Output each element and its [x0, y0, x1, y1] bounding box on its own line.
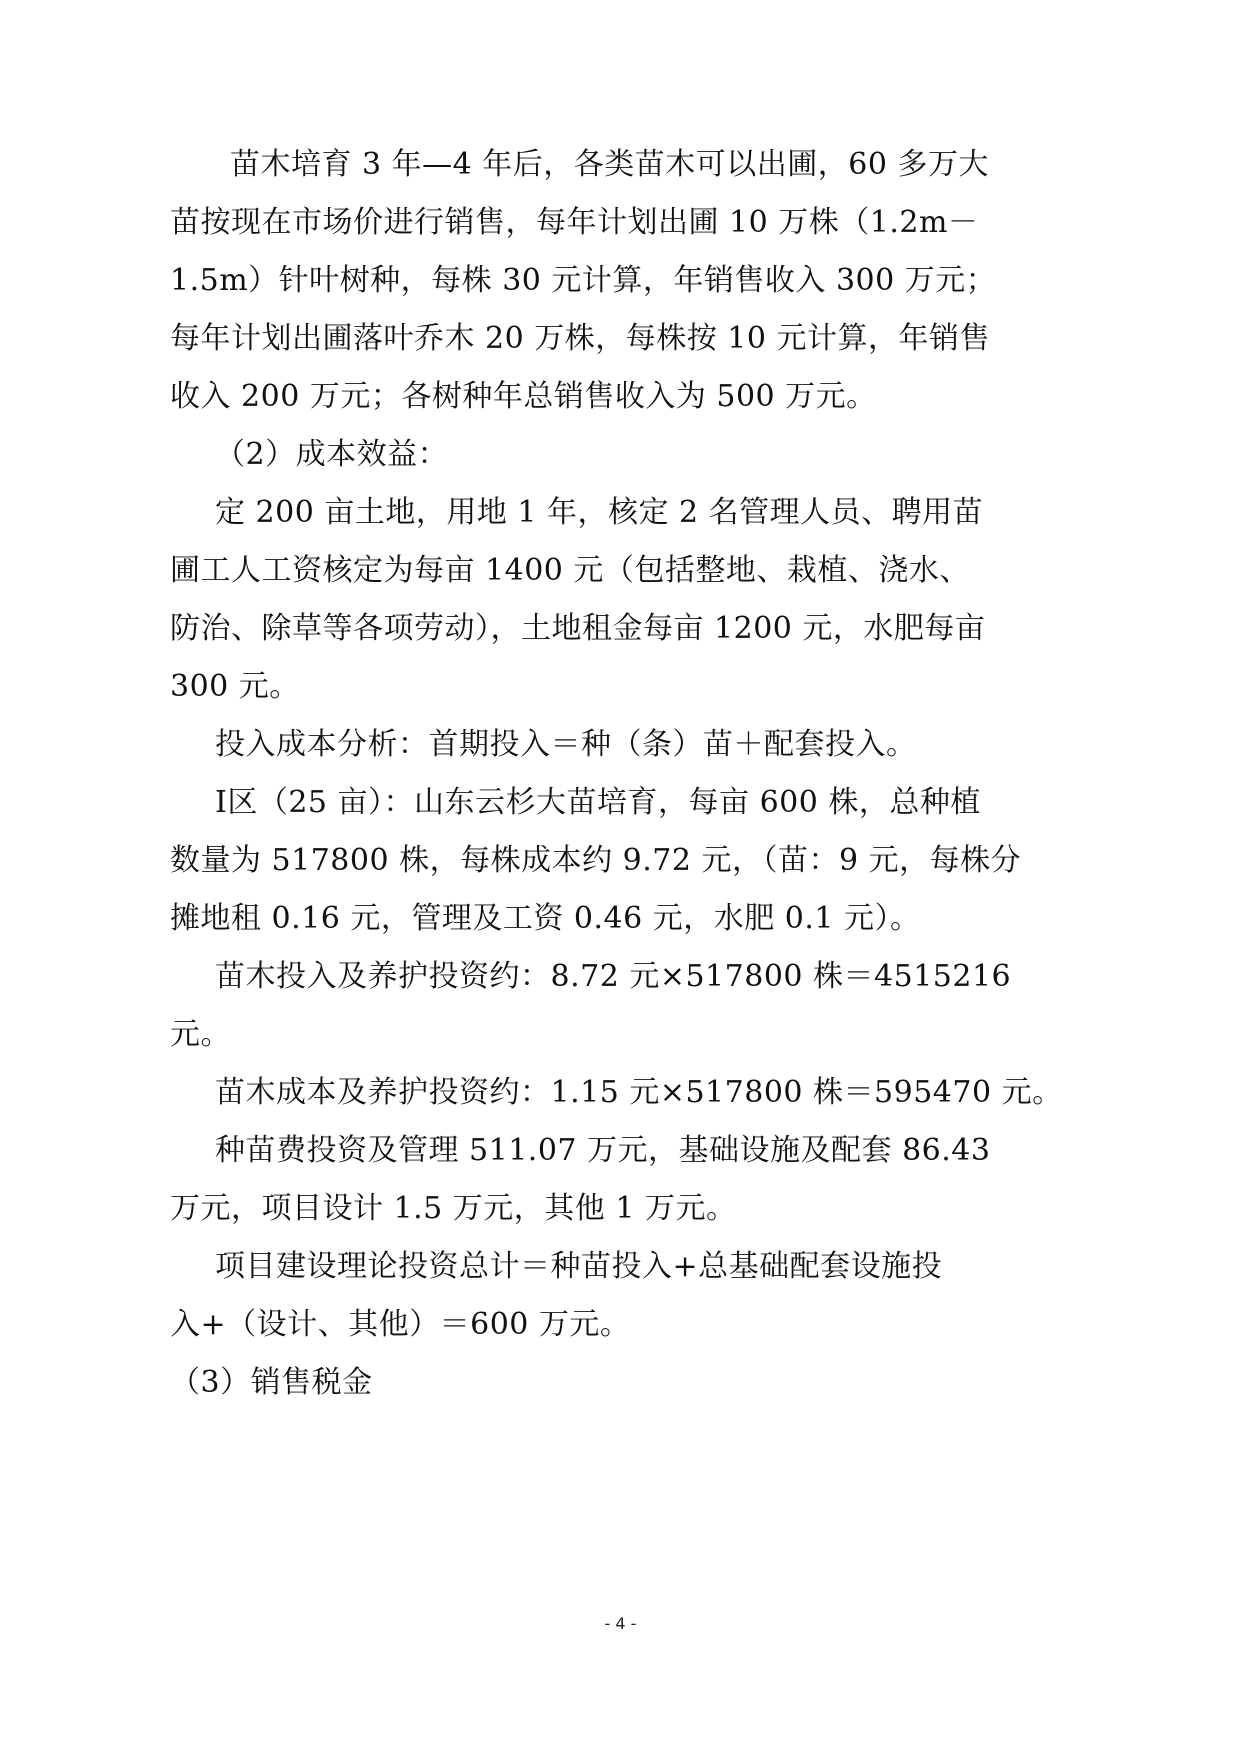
text-line-9: 防治、除草等各项劳动），土地租金每亩 1200 元，水肥每亩 — [170, 611, 986, 646]
text-line-16: 元。 — [170, 1017, 231, 1052]
text-line-18: 种苗费投资及管理 511.07 万元，基础设施及配套 86.43 — [215, 1133, 991, 1168]
text-line-21: 入+（设计、其他）＝600 万元。 — [170, 1307, 631, 1342]
text-line-14: 摊地租 0.16 元，管理及工资 0.46 元，水肥 0.1 元）。 — [170, 901, 921, 936]
section-heading-sales-tax: （3）销售税金 — [170, 1365, 373, 1400]
text-line-11: 投入成本分析：首期投入＝种（条）苗＋配套投入。 — [215, 727, 917, 762]
section-heading-cost-benefit: （2）成本效益： — [215, 437, 449, 472]
text-line-17: 苗木成本及养护投资约：1.15 元×517800 株＝595470 元。 — [215, 1075, 1063, 1110]
text-line-19: 万元，项目设计 1.5 万元，其他 1 万元。 — [170, 1191, 737, 1226]
text-line-13: 数量为 517800 株，每株成本约 9.72 元，（苗：9 元，每株分 — [170, 843, 1022, 878]
text-line-12: Ⅰ区（25 亩）：山东云杉大苗培育，每亩 600 株，总种植 — [215, 785, 981, 820]
text-line-20: 项目建设理论投资总计＝种苗投入+总基础配套设施投 — [215, 1249, 943, 1284]
text-line-2: 苗按现在市场价进行销售，每年计划出圃 10 万株（1.2m－ — [170, 205, 979, 240]
text-line-3: 1.5m）针叶树种，每株 30 元计算，年销售收入 300 万元； — [170, 263, 997, 298]
text-line-7: 定 200 亩土地，用地 1 年，核定 2 名管理人员、聘用苗 — [215, 495, 984, 530]
text-line-5: 收入 200 万元；各树种年总销售收入为 500 万元。 — [170, 379, 877, 414]
text-line-8: 圃工人工资核定为每亩 1400 元（包括整地、栽植、浇水、 — [170, 553, 970, 588]
text-line-1: 苗木培育 3 年—4 年后，各类苗木可以出圃，60 多万大 — [230, 147, 989, 182]
text-line-15: 苗木投入及养护投资约：8.72 元×517800 株＝4515216 — [215, 959, 1012, 994]
page-number: - 4 - — [604, 1614, 637, 1633]
text-line-4: 每年计划出圃落叶乔木 20 万株，每株按 10 元计算，年销售 — [170, 321, 990, 356]
text-line-10: 300 元。 — [170, 669, 300, 704]
